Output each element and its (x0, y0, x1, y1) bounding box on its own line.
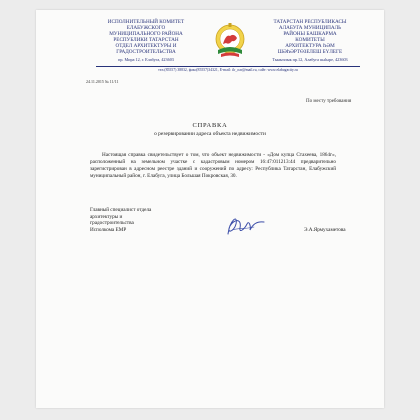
recipient: По месту требования (306, 99, 352, 104)
org-line: ОТДЕЛ АРХИТЕКТУРЫ И (115, 43, 177, 50)
org-line: МУНИЦИПАЛЬНОГО РАЙОНА (109, 31, 183, 38)
document-subtitle: о резервировании адреса объекта недвижимости (154, 131, 266, 137)
org-address: пр. Мира 12, г. Елабуга, 423603 (118, 56, 174, 62)
signer-position-line: архитектуры и (90, 213, 123, 220)
org-line: ГРАДОСТРОИТЕЛЬСТВА (116, 49, 176, 56)
signer-position-line: градостроительства (90, 220, 134, 227)
tatarstan-coat-of-arms-icon (214, 20, 246, 62)
document-title: СПРАВКА (192, 122, 228, 129)
document-date-number: 24.11.2015 № 11/11 (86, 79, 119, 84)
signer-position-line: Главный специалист отдела (90, 207, 152, 213)
org-line: РАЙОНЫ БАШКАРМА (283, 31, 337, 38)
handwritten-signature (220, 210, 270, 240)
signer-position (90, 207, 180, 233)
document-page (36, 10, 384, 408)
document-body: Настоящая справка свидетельствует о том, что объект недвижимости - «Дом купца Стахеева, 1864г», расположенный на земельном участке с кадастровым номером 16:47:011213:44 предварительно зарегистрирован в адресном реестре зданий и сооружений по адресу: Республика Татарстан, Елабужский муниципальный район, г. Елабуга, улица Большая Покровская, 30. (90, 152, 336, 179)
org-line: ИСПОЛНИТЕЛЬНЫЙ КОМИТЕТ (107, 19, 185, 25)
signer-position-line: Исполкома ЕМР (90, 226, 127, 233)
org-line: КОМИТЕТЫ (295, 37, 325, 44)
letterhead-left (90, 19, 202, 62)
contact-line: тел.(85557) 38832, факс(85557)34321, E-mail: ilr_oar@mail.ru, сайт: www.elabugacity.ru (96, 66, 360, 73)
letterhead-right (254, 19, 366, 62)
org-address: Тынычлык пр.12, Алабуга шәһәре, 423603 (272, 56, 348, 62)
signer-name: Э.А.Ярмухаметова (304, 227, 346, 233)
org-line: ТАТАРСТАН РЕСПУБЛИКАСЫ (273, 19, 347, 25)
org-line: АРХИТЕКТУРА ҺӘМ (285, 43, 335, 50)
org-line: ШӘҺӘРТӨЗЕЛЕШ БҮЛЕГЕ (277, 49, 343, 56)
org-line: ЕЛАБУЖСКОГО (126, 25, 166, 32)
org-line: АЛАБУГА МУНИЦИПАЛЬ (278, 25, 342, 32)
org-line: РЕСПУБЛИКИ ТАТАРСТАН (113, 37, 179, 44)
